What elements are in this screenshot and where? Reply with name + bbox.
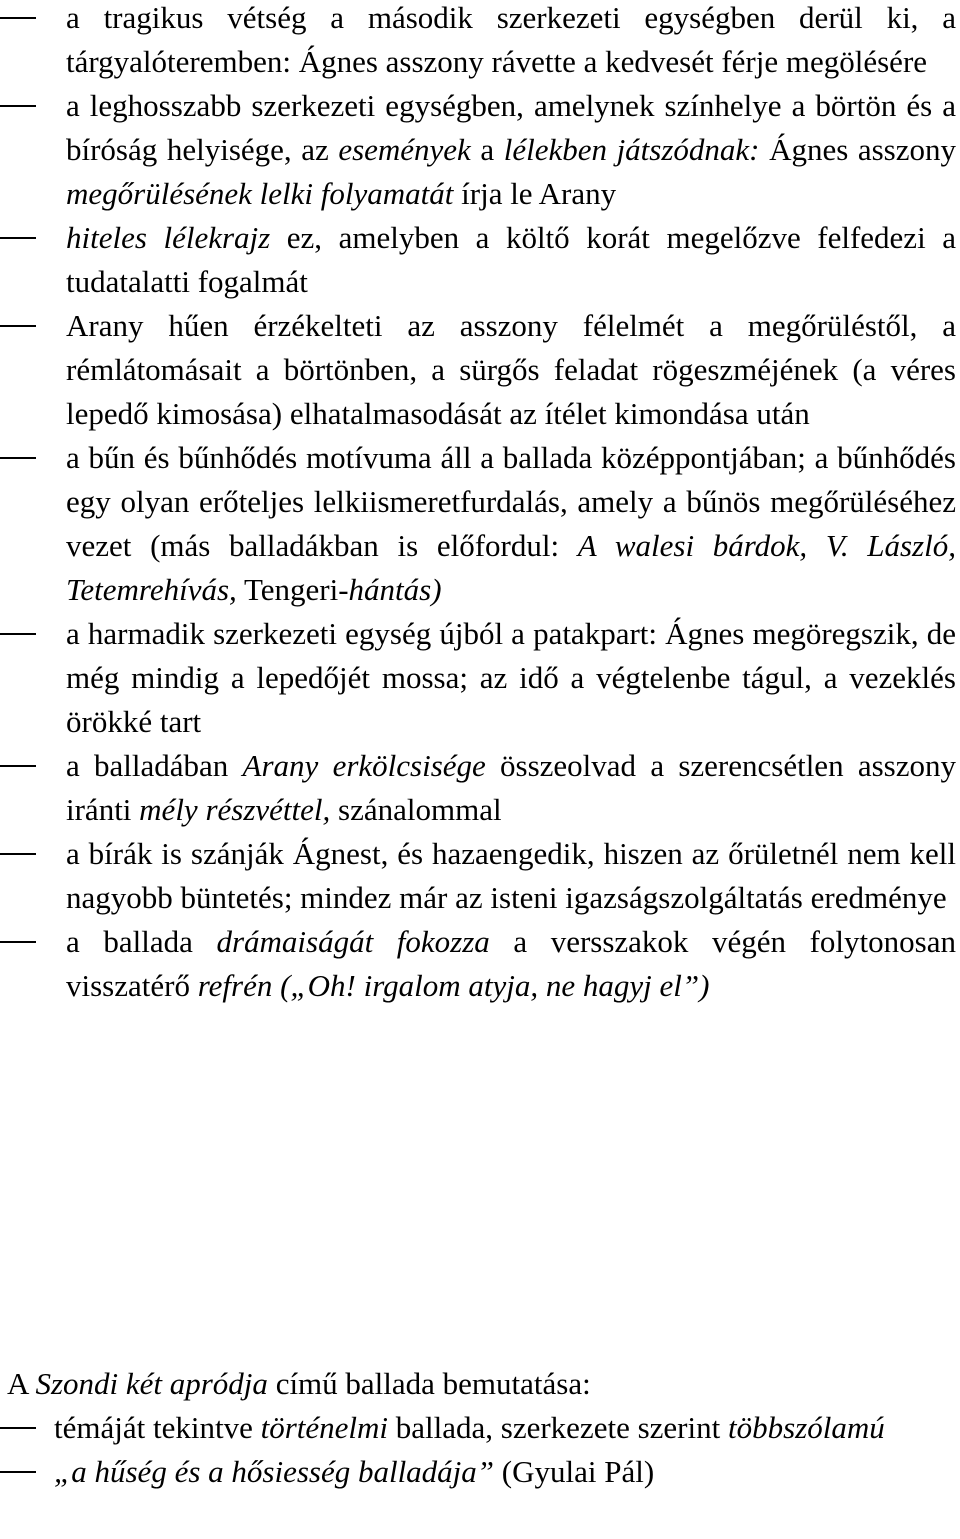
italic-run: drámaiságát fokozza	[216, 924, 490, 959]
text-run: a versszakok végén folytonosan visszatérő	[66, 924, 956, 1003]
text-run: a balladában	[66, 748, 243, 783]
italic-run: A walesi bárdok, V. László, Tetemrehívás,	[66, 528, 956, 607]
text-run: ez, amelyben a költő korát megelőzve felfedezi a tudatalatti fogalmát	[66, 220, 956, 299]
list-item	[0, 1450, 956, 1494]
text-run: írja le Arany	[453, 176, 617, 211]
list-item	[0, 84, 956, 216]
list-item	[0, 920, 956, 1008]
list-item	[0, 1406, 956, 1450]
italic-run: Szondi két apródja	[35, 1366, 268, 1401]
text-run: a bűn és bűnhődés motívuma áll a ballada középpontjában; a bűnhődés egy olyan erőteljes lelkiismeretfurdalás, amely a bűnös megőrüléséhez vezet (más balladákban is előfordul:	[66, 440, 956, 563]
text-run: című ballada bemutatása:	[267, 1366, 591, 1401]
list-item	[0, 832, 956, 920]
text-run: összeolvad a szerencsétlen asszony iránti	[66, 748, 956, 827]
list-item	[0, 744, 956, 832]
list-item	[0, 216, 956, 304]
text-run: a leghosszabb szerkezeti egységben, amelynek színhelye a börtön és a bíróság helyisége, az	[66, 88, 956, 167]
list-item	[0, 304, 956, 436]
section-heading	[7, 1362, 591, 1406]
italic-run: refrén („Oh! irgalom atyja, ne hagyj el”)	[197, 968, 710, 1003]
text-run: (Gyulai Pál)	[494, 1454, 655, 1489]
italic-run: mély részvéttel,	[139, 792, 331, 827]
italic-run: hántás)	[348, 572, 442, 607]
text-run: Arany hűen érzékelteti az asszony félelmét a megőrüléstől, a rémlátomásait a börtönben, a sürgős feladat rögeszméjének (a véres lepedő kimosása) elhatalmasodását az ítélet kimondása után	[66, 308, 956, 431]
italic-run: megőrülésének lelki folyamatát	[66, 176, 454, 211]
text-run: ballada, szerkezete szerint	[388, 1410, 728, 1445]
italic-run: hiteles lélekrajz	[66, 220, 271, 255]
text-run: a tragikus vétség a második szerkezeti egységben derül ki, a tárgyalóteremben: Ágnes asszony rávette a kedvesét férje megölésére	[66, 0, 956, 79]
section-bullet-list	[0, 1406, 956, 1494]
italic-run: Arany erkölcsisége	[242, 748, 486, 783]
text-run: a ballada	[66, 924, 217, 959]
text-run: Ágnes asszony	[759, 132, 957, 167]
text-run: szánalommal	[330, 792, 502, 827]
text-run: A	[7, 1366, 36, 1401]
text-run: Tengeri-	[236, 572, 349, 607]
italic-run: többszólamú	[727, 1410, 885, 1445]
italic-run: események	[338, 132, 471, 167]
text-run: a harmadik szerkezeti egység újból a patakpart: Ágnes megöregszik, de még mindig a lepedőjét mossa; az idő a végtelenbe tágul, a vezeklés örökké tart	[66, 616, 956, 739]
text-run: a bírák is szánják Ágnest, és hazaengedik, hiszen az őrületnél nem kell nagyobb büntetés; mindez már az isteni igazságszolgáltatás eredménye	[66, 836, 956, 915]
italic-run: „a hűség és a hősiesség balladája”	[54, 1454, 495, 1489]
list-item	[0, 0, 956, 84]
list-item	[0, 612, 956, 744]
italic-run: lélekben játszódnak:	[503, 132, 760, 167]
text-run: a	[470, 132, 504, 167]
list-item	[0, 436, 956, 612]
italic-run: történelmi	[260, 1410, 389, 1445]
text-run: témáját tekintve	[54, 1410, 261, 1445]
